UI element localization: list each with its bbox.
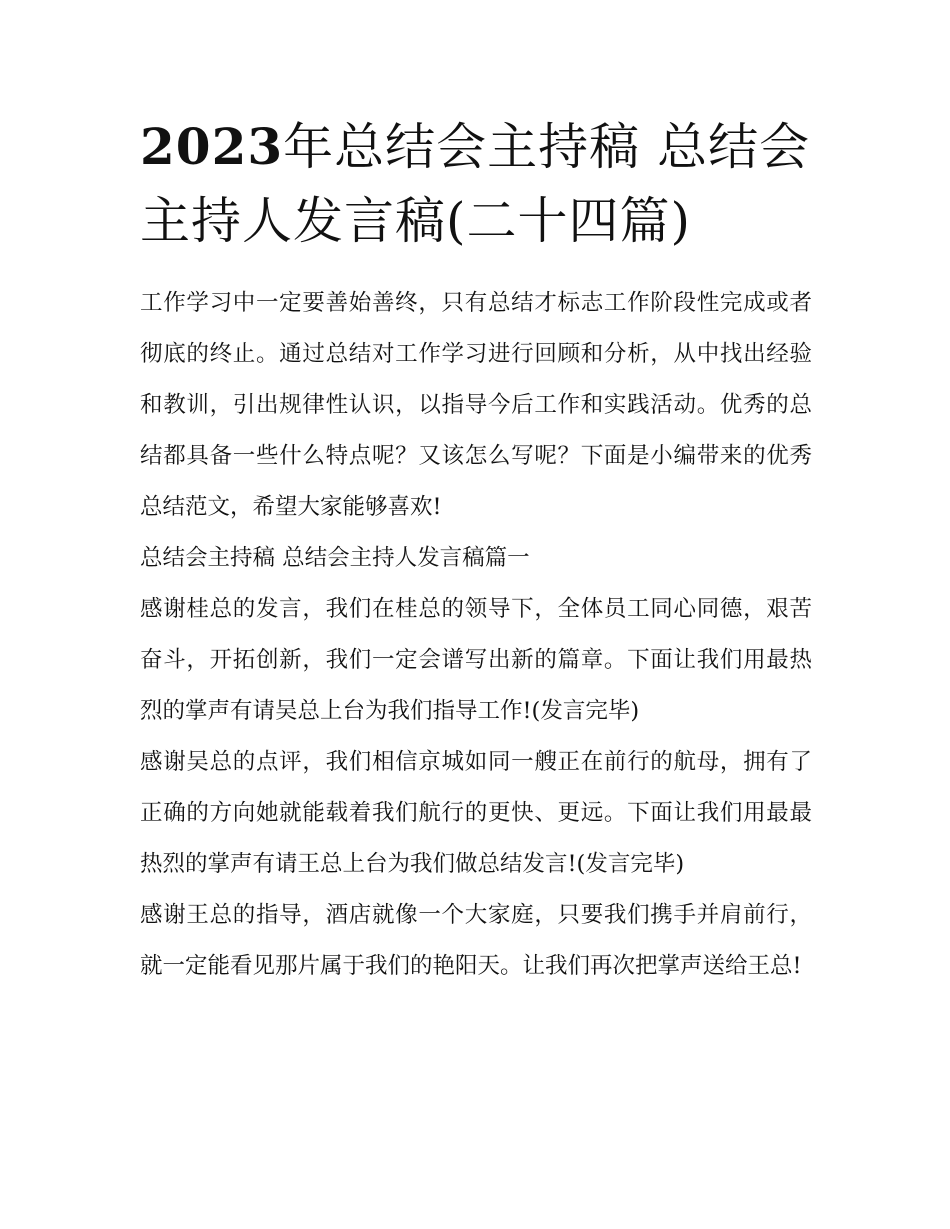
- document-body: [140, 278, 812, 992]
- body-paragraph: 感谢桂总的发言，我们在桂总的领导下，全体员工同心同德，艰苦奋斗，开拓创新，我们一定会谱写出新的篇章。下面让我们用最热烈的掌声有请吴总上台为我们指导工作!(发言完毕): [140, 596, 812, 724]
- body-paragraph: 感谢吴总的点评，我们相信京城如同一艘正在前行的航母，拥有了正确的方向她就能载着我们航行的更快、更远。下面让我们用最最热烈的掌声有请王总上台为我们做总结发言!(发言完毕): [140, 749, 812, 877]
- title-year: 2023: [140, 117, 284, 176]
- intro-paragraph: 工作学习中一定要善始善终，只有总结才标志工作阶段性完成或者彻底的终止。通过总结对工作学习进行回顾和分析，从中找出经验和教训，引出规律性认识，以指导今后工作和实践活动。优秀的总结都具备一些什么特点呢？又该怎么写呢？下面是小编带来的优秀总结范文，希望大家能够喜欢!: [140, 290, 812, 520]
- title-text: 年总结会主持稿 总结会主持人发言稿(二十四篇): [140, 118, 811, 250]
- document-title: [140, 110, 820, 258]
- body-paragraph: 感谢王总的指导，酒店就像一个大家庭，只要我们携手并肩前行，就一定能看见那片属于我们的艳阳天。让我们再次把掌声送给王总!: [140, 902, 812, 979]
- section-heading: 总结会主持稿 总结会主持人发言稿篇一: [140, 545, 530, 571]
